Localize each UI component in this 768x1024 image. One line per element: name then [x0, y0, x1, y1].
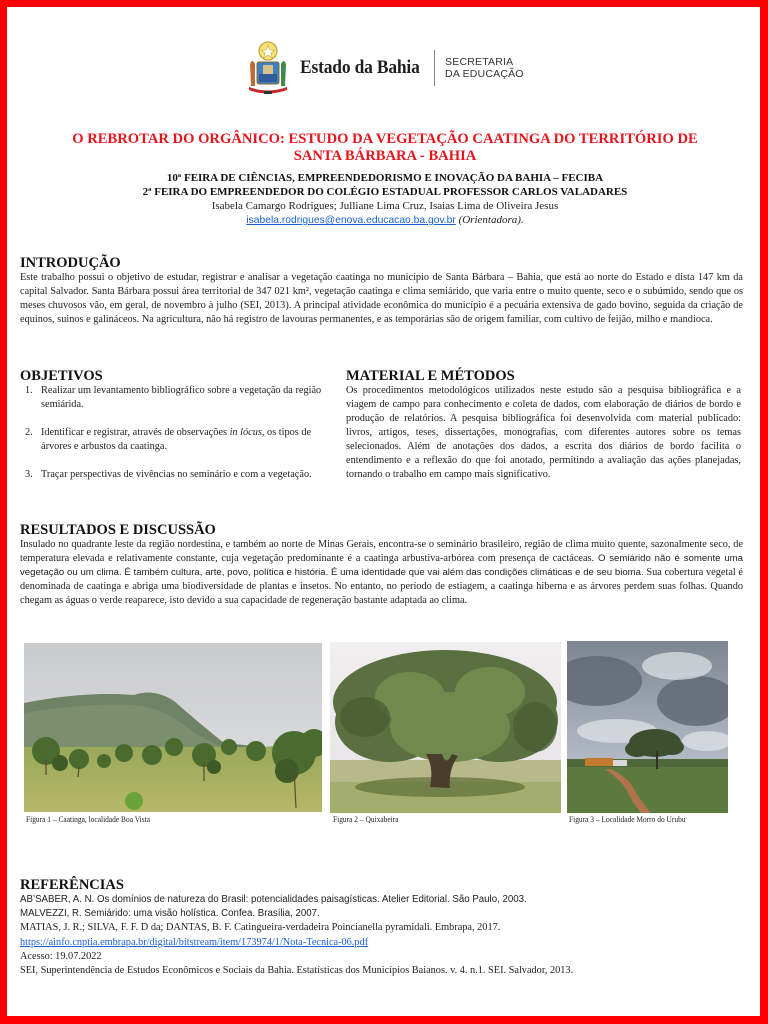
quixabeira-tree-image [330, 642, 561, 813]
morro-do-urubu-image [567, 641, 728, 813]
logo-divider [434, 50, 435, 86]
reference-item: SEI, Superintendência de Estudos Econômicos e Sociais da Bahia. Estatísticas dos Municípios Baianos. v. 4. n.1. SEI. Salvador, 2013. [20, 965, 574, 977]
section-referencias [20, 877, 750, 978]
objetivos-heading: OBJETIVOS [20, 368, 103, 384]
event-line-2: 2ª FEIRA DO EMPREENDEDOR DO COLÉGIO ESTADUAL PROFESSOR CARLOS VALADARES [142, 186, 628, 198]
objetivo-text: Realizar um levantamento bibliográfico sobre a vegetação da região semiárida. [41, 385, 322, 410]
referencias-heading: REFERÊNCIAS [20, 877, 124, 893]
title-line-2: SANTA BÁRBARA - BAHIA [293, 148, 477, 164]
figure-2-photo [330, 642, 561, 813]
resultados-text [20, 538, 743, 608]
reference-item: MATIAS, J. R.; SILVA, F. F. D da; DANTAS, B. F. Catingueira-verdadeira Poincianella pyramidali. Embrapa, 2017. [20, 922, 501, 934]
material-heading: MATERIAL E MÉTODOS [346, 368, 515, 384]
section-introducao [20, 255, 743, 327]
reference-link-line [20, 936, 750, 950]
objetivo-number: 3. [25, 469, 33, 480]
resultados-heading: RESULTADOS E DISCUSSÃO [20, 522, 216, 538]
caatinga-landscape-image [24, 643, 322, 812]
poster-title [40, 131, 730, 165]
material-text: Os procedimentos metodológicos utilizados neste estudo são a pesquisa bibliográfica e a viagem de campo para conhecimento e coleta de dados, com elaboração de diários de bordo e produção de relatórios. A pesquisa bibliográfica foi desenvolvida com material publicado: livros, artigos, teses, dissertações, monografias, com diferentes autores sobre os temas selecionados. Além de anotações dos dados, a escrita dos diários de bordo facilita o entendimento e a reflexão do que foi anotado, permitindo a avaliação das ações planejadas, tornando o trabalho em campo mais significativo. [346, 385, 741, 480]
introducao-text: Este trabalho possui o objetivo de estudar, registrar e analisar a vegetação caatinga no município de Santa Bárbara – Bahia, que está ao norte do Estado e dista 147 km da capital Salvador. Santa Bárbara possui área territorial de 347 021 km², vegetação caatinga e clima semiárido, que varia entre o muito quente, seco e o subúmido, sendo que os meses chuvosos vão, em geral, de novembro à julho (SEI, 2013). A principal atividade econômica do município é a pecuária extensiva de gado bovino, seguida da criação de equinos, suinos e galináceos. Na agricultura, não há registro de lavouras permanentes, e as temporárias são de origem familiar, com cultivo de feijão, milho e mandioca. [20, 272, 743, 325]
objetivo-text-after: , os tipos de árvores e arbustos da caatinga. [41, 427, 312, 452]
objetivos-list [20, 384, 325, 482]
email-link[interactable]: isabela.rodrigues@enova.educacao.ba.gov.br [246, 215, 456, 226]
introducao-heading: INTRODUÇÃO [20, 255, 121, 271]
resultados-text-part3: Sua cobertura vegetal é denominada de caatinga e abriga uma biodiversidade de plantas e insetos. No entanto, no período de estiagem, a caatinga hiberna e as árvores perdem suas folhas. Quando chegam as águas o verde reaparece, isto devido a sua capacidade de regeneração bastante adaptada ao clima. [20, 567, 743, 606]
objetivo-number: 2. [25, 427, 33, 438]
resultados-text-part1: Insulado no quadrante leste da região nordestina, e também ao norte de Minas Gerais, encontra-se o seminário brasileiro, região de clima muito quente, sazonalmente seco, de temperatura elevada e relativamente constante, cuja vegetação predominante é a caatinga arbustiva-arbórea com presença de cactáceas. [20, 539, 743, 564]
header-logo [246, 38, 524, 98]
figure-1-caption: Figura 1 – Caatinga, localidade Boa Vista [26, 815, 151, 824]
section-resultados [20, 522, 743, 608]
reference-item: AB’SABER, A. N. Os domínios de natureza do Brasil: potencialidades paisagísticas. Atelier Editorial. São Paulo, 2003. [20, 894, 527, 905]
title-line-1: O REBROTAR DO ORGÂNICO: ESTUDO DA VEGETAÇÃO CAATINGA DO TERRITÓRIO DE [72, 131, 698, 147]
section-material-metodos [346, 368, 741, 482]
section-objetivos [20, 368, 325, 496]
objetivo-item [20, 426, 325, 454]
objetivo-item [20, 384, 325, 412]
logo-secretaria [445, 56, 524, 80]
objetivo-number: 1. [25, 385, 33, 396]
objetivo-item [20, 468, 325, 482]
authors: Isabela Camargo Rodrigues; Julliane Lima Cruz, Isaias Lima de Oliveira Jesus [211, 200, 559, 212]
reference-item: MALVEZZI, R. Semiárido: uma visão holística. Confea. Brasília, 2007. [20, 908, 320, 920]
figure-3-caption: Figura 3 – Localidade Morro do Urubu [569, 815, 686, 824]
logo-secretaria-line2: DA EDUCAÇÃO [445, 68, 524, 80]
reference-access-date: Acesso: 19.07.2022 [20, 950, 102, 962]
objetivo-text-italic: in lócus [229, 427, 262, 438]
resultados-text-part2: O semiárido não é somente uma vegetação ou um clima. É também cultura, arte, povo, política e história. É uma identidade que vai além das condições climáticas e de seu bioma. [20, 553, 743, 578]
logo-state-name: Estado da Bahia [300, 57, 420, 78]
event-line-1: 10ª FEIRA DE CIÊNCIAS, EMPREENDEDORISMO E INOVAÇÃO DA BAHIA – FECIBA [166, 172, 604, 184]
orientadora-label: (Orientadora). [458, 214, 524, 226]
bahia-coat-of-arms-icon [246, 40, 290, 96]
objetivo-text: Traçar perspectivas de vivências no seminário e com a vegetação. [41, 469, 312, 480]
objetivo-text-before: Identificar e registrar, através de observações [41, 427, 230, 438]
contact-line [40, 213, 730, 228]
figure-1-photo [24, 643, 322, 812]
reference-url-link[interactable]: https://ainfo.cnptia.embrapa.br/digital/bitstream/item/173974/1/Nota-Tecnica-06.pdf [20, 936, 369, 948]
figure-2-caption: Figura 2 – Quixabeira [333, 815, 399, 824]
logo-secretaria-line1: SECRETARIA [445, 56, 514, 68]
figure-3-photo [567, 641, 728, 813]
